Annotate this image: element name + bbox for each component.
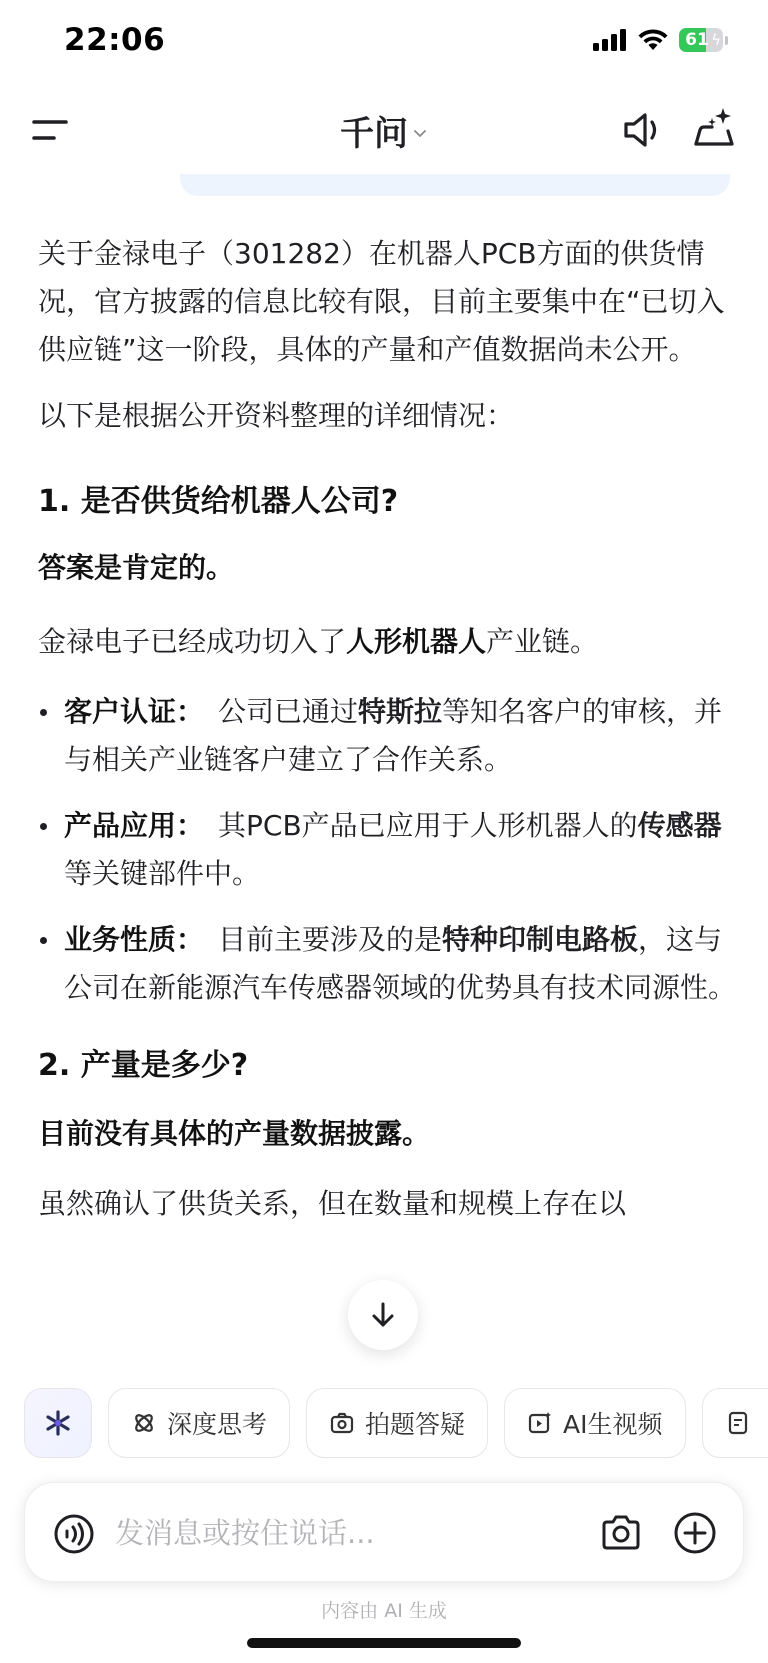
read-aloud-button[interactable] — [618, 106, 666, 154]
chip-deep-think[interactable] — [108, 1388, 290, 1458]
cellular-signal-icon — [593, 29, 627, 51]
battery-indicator — [679, 28, 728, 52]
chip-photo-question[interactable] — [306, 1388, 488, 1458]
list-item: 业务性质： 目前主要涉及的是特种印制电路板，这与公司在新能源汽车传感器领域的优势具有技术同源性。 — [38, 916, 738, 1012]
message-input[interactable] — [115, 1505, 535, 1561]
section1-line: 金禄电子已经成功切入了人形机器人产业链。 — [38, 625, 599, 658]
camera-button[interactable] — [599, 1511, 643, 1555]
photo-question-icon — [329, 1410, 355, 1436]
section1-answer: 答案是肯定的。 — [38, 551, 235, 584]
status-icons — [593, 28, 728, 52]
plus-circle-icon — [673, 1511, 717, 1555]
message-input-bar — [24, 1482, 744, 1582]
status-bar — [0, 0, 768, 84]
quick-action-chips — [24, 1388, 768, 1458]
section2-partial-line: 虽然确认了供货关系，但在数量和规模上存在以 — [38, 1187, 627, 1220]
section-heading-1: 1. 是否供货给机器人公司? — [38, 484, 399, 519]
charging-bolt-icon: ϟ — [711, 31, 721, 49]
speaker-icon — [618, 106, 666, 154]
chip-ai-video[interactable] — [504, 1388, 685, 1458]
bullet-list — [38, 688, 738, 1012]
chip-qianwen-logo[interactable] — [24, 1388, 92, 1458]
ai-video-icon — [527, 1410, 553, 1436]
document-icon — [725, 1410, 751, 1436]
arrow-down-icon — [367, 1299, 399, 1331]
list-item: 客户认证： 公司已通过特斯拉等知名客户的审核，并与相关产业链客户建立了合作关系。 — [38, 688, 738, 784]
deep-think-icon — [131, 1410, 157, 1436]
chip-label: 深度思考 — [167, 1410, 268, 1439]
list-item: 产品应用： 其PCB产品已应用于人形机器人的传感器等关键部件中。 — [38, 802, 738, 898]
scroll-to-bottom-button[interactable] — [348, 1280, 418, 1350]
wifi-icon — [637, 28, 669, 52]
nav-bar — [0, 84, 768, 176]
chevron-down-icon — [412, 125, 428, 141]
intro-paragraph-2: 以下是根据公开资料整理的详细情况： — [38, 399, 515, 432]
status-time: 22:06 — [64, 22, 166, 58]
chip-label: AI生视频 — [563, 1410, 663, 1439]
section2-answer: 目前没有具体的产量数据披露。 — [38, 1117, 431, 1150]
assistant-message — [38, 230, 738, 1360]
battery-percent: 61 — [685, 30, 709, 50]
new-chat-sparkle-icon — [690, 104, 740, 154]
page-title: 千问 — [340, 114, 408, 154]
intro-paragraph: 关于金禄电子（301282）在机器人PCB方面的供货情况，官方披露的信息比较有限，目前主要集中在“已切入供应链”这一阶段，具体的产量和产值数据尚未公开。 — [38, 237, 725, 366]
section-heading-2: 2. 产量是多少? — [38, 1048, 249, 1083]
previous-message-bubble — [180, 174, 730, 196]
new-chat-button[interactable] — [690, 104, 740, 154]
chip-label: 拍题答疑 — [365, 1410, 466, 1439]
camera-icon — [599, 1511, 643, 1555]
ai-disclaimer: 内容由 AI 生成 — [321, 1600, 447, 1622]
chip-document[interactable] — [702, 1388, 768, 1458]
voice-mode-button[interactable] — [53, 1513, 95, 1555]
qianwen-logo-icon — [43, 1408, 73, 1438]
add-attachment-button[interactable] — [673, 1511, 717, 1555]
home-indicator[interactable] — [247, 1638, 521, 1648]
voice-wave-icon — [53, 1513, 95, 1555]
